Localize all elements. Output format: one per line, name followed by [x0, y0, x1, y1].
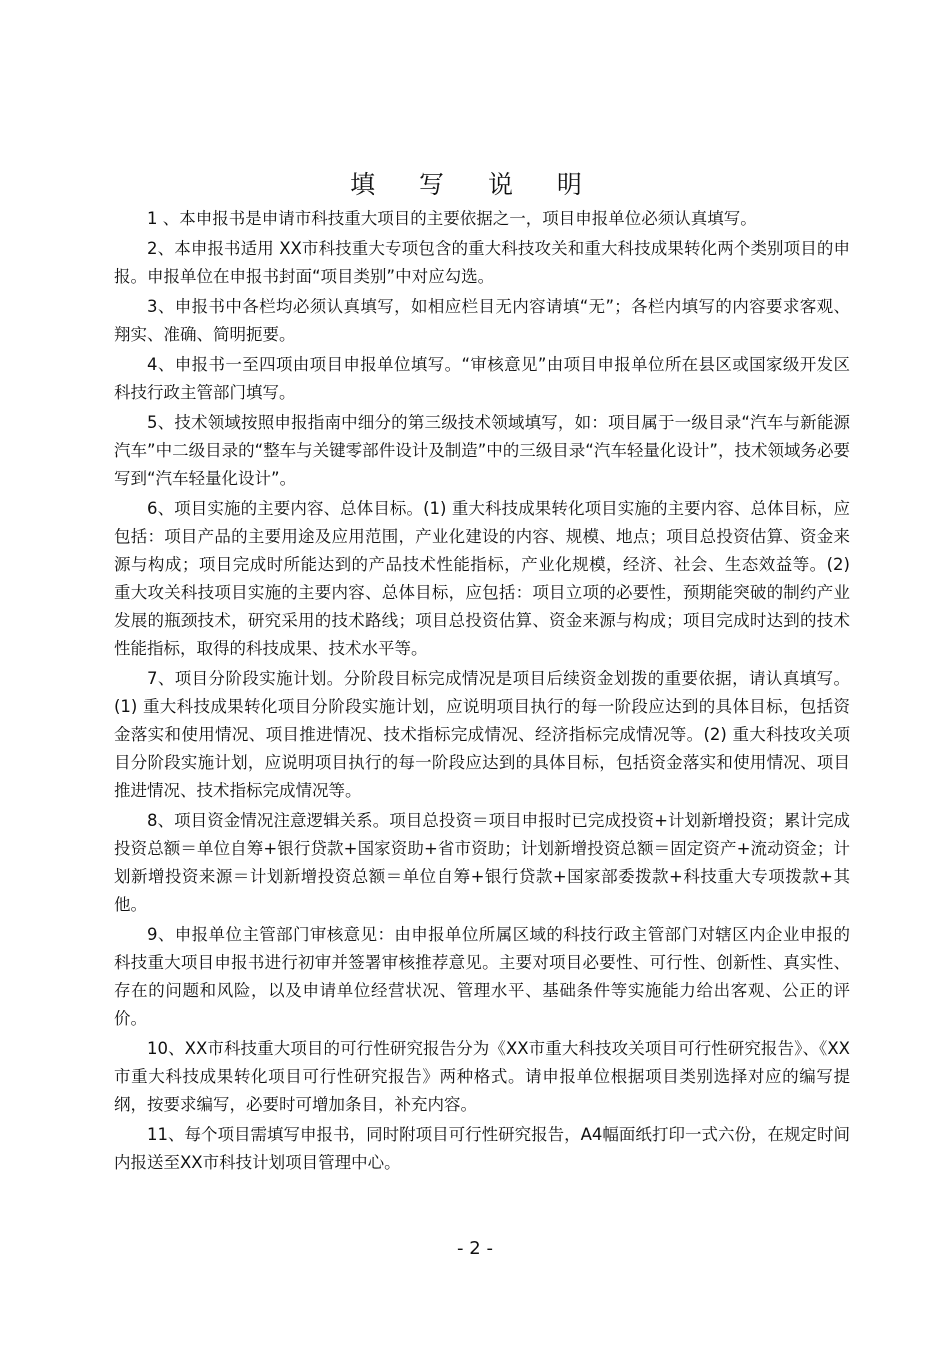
- instruction-paragraph-10: 10、XX市科技重大项目的可行性研究报告分为《XX市重大科技攻关项目可行性研究报告》、《XX 市重大科技成果转化项目可行性研究报告》两种格式。请申报单位根据项目类别选择对应的编写提纲，按要求编写，必要时可增加条目，补充内容。: [114, 1039, 850, 1114]
- instruction-paragraph-11: 11、每个项目需填写申报书，同时附项目可行性研究报告，A4幅面纸打印一式六份，在规定时间内报送至XX市科技计划项目管理中心。: [114, 1125, 850, 1172]
- instruction-paragraph-1: 1 、本申报书是申请市科技重大项目的主要依据之一，项目申报单位必须认真填写。: [147, 209, 757, 228]
- instruction-paragraph-9: 9、申报单位主管部门审核意见：由申报单位所属区域的科技行政主管部门对辖区内企业申报的科技重大项目申报书进行初审并签署审核推荐意见。主要对项目必要性、可行性、创新性、真实性、存在的问题和风险，以及申请单位经营状况、管理水平、基础条件等实施能力给出客观、公正的评价。: [114, 925, 850, 1028]
- instruction-paragraph-7: 7、项目分阶段实施计划。分阶段目标完成情况是项目后续资金划拨的重要依据，请认真填写。(1) 重大科技成果转化项目分阶段实施计划，应说明项目执行的每一阶段应达到的具体目标，包括资金落实和使用情况、项目推进情况、技术指标完成情况、经济指标完成情况等。(2) 重大科技攻关项目分阶段实施计划，应说明项目执行的每一阶段应达到的具体目标，包括资金落实和使用情况、项目推进情况、技术指标完成情况等。: [114, 669, 850, 800]
- page-title: 填 写 说 明: [350, 170, 600, 199]
- instruction-paragraph-2: 2、本申报书适用 XX市科技重大专项包含的重大科技攻关和重大科技成果转化两个类别项目的申报。申报单位在申报书封面“项目类别”中对应勾选。: [114, 239, 850, 286]
- instruction-paragraph-6: 6、项目实施的主要内容、总体目标。(1) 重大科技成果转化项目实施的主要内容、总体目标，应包括：项目产品的主要用途及应用范围，产业化建设的内容、规模、地点；项目总投资估算、资金来源与构成；项目完成时所能达到的产品技术性能指标，产业化规模，经济、社会、生态效益等。(2) 重大攻关科技项目实施的主要内容、总体目标，应包括：项目立项的必要性，预期能突破的制约产业发展的瓶颈技术，研究采用的技术路线；项目总投资估算、资金来源与构成；项目完成时达到的技术性能指标，取得的科技成果、技术水平等。: [114, 499, 850, 658]
- instruction-paragraph-4: 4、申报书一至四项由项目申报单位填写。“审核意见”由项目申报单位所在县区或国家级开发区科技行政主管部门填写。: [114, 355, 850, 402]
- instruction-paragraph-5: 5、技术领域按照申报指南中细分的第三级技术领域填写，如：项目属于一级目录“汽车与新能源汽车”中二级目录的“整车与关键零部件设计及制造”中的三级目录“汽车轻量化设计”，技术领域务必要写到“汽车轻量化设计”。: [114, 413, 850, 488]
- page-number: - 2 -: [457, 1238, 493, 1259]
- instructions-body: [114, 205, 850, 1179]
- instruction-paragraph-3: 3、申报书中各栏均必须认真填写，如相应栏目无内容请填“无”；各栏内填写的内容要求客观、翔实、准确、简明扼要。: [114, 297, 850, 344]
- instruction-paragraph-8: 8、项目资金情况注意逻辑关系。项目总投资＝项目申报时已完成投资+计划新增投资；累计完成投资总额＝单位自筹+银行贷款+国家资助+省市资助；计划新增投资总额＝固定资产+流动资金；计划新增投资来源＝计划新增投资总额＝单位自筹+银行贷款+国家部委拨款+科技重大专项拨款+其他。: [114, 811, 850, 914]
